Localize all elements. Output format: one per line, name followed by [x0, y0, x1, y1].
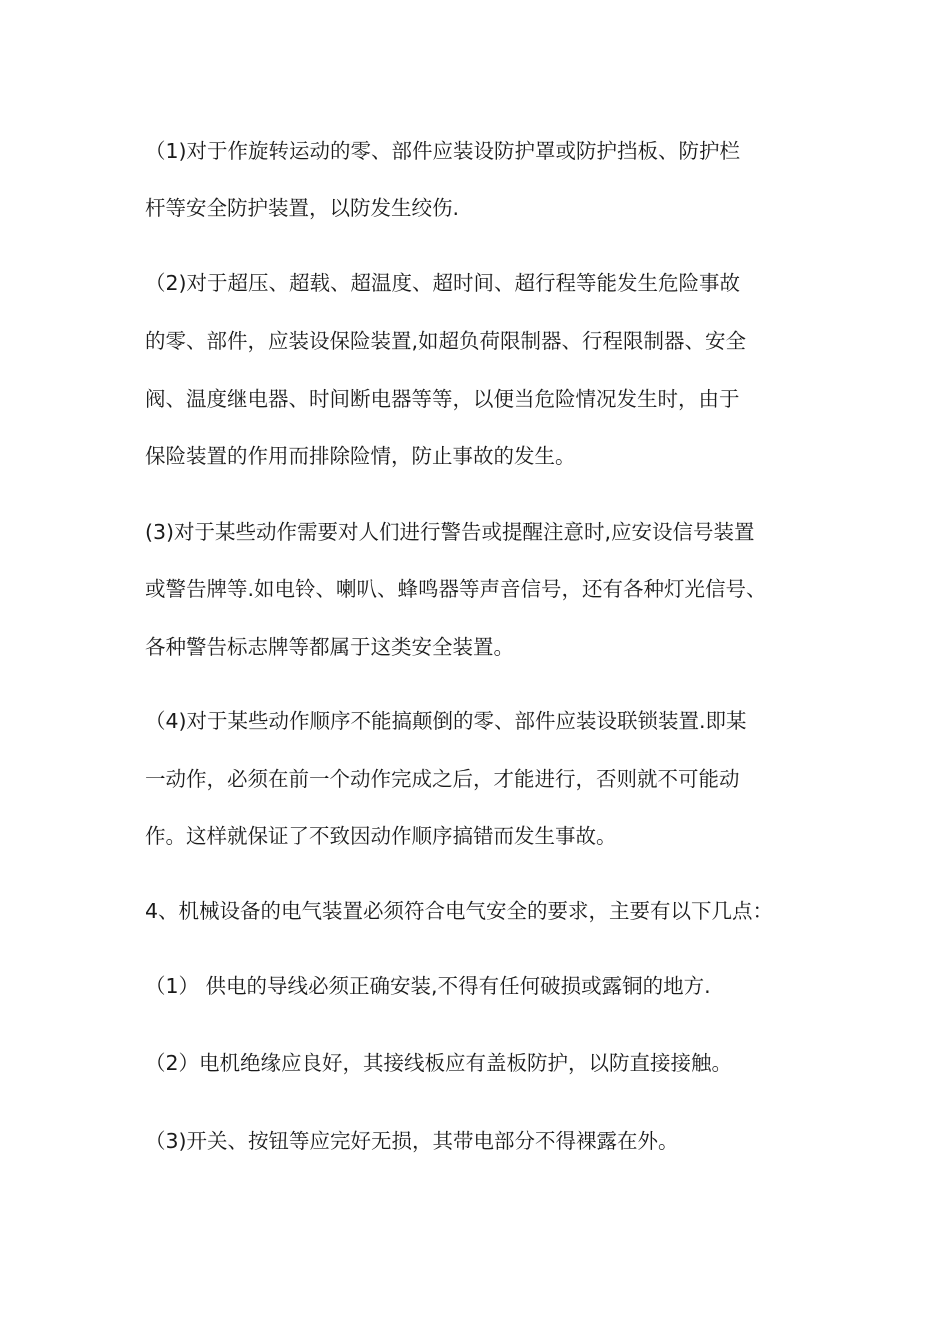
text-line: （1） 供电的导线必须正确安装,不得有任何破损或露铜的地方. [145, 974, 711, 998]
text-line: 一动作，必须在前一个动作完成之后，才能进行，否则就不可能动 [145, 767, 740, 791]
text-line: （4)对于某些动作顺序不能搞颠倒的零、部件应装设联锁装置.即某 [145, 709, 747, 733]
text-line: (3)对于某些动作需要对人们进行警告或提醒注意时,应安设信号装置 [145, 520, 755, 544]
text-line: 各种警告标志牌等都属于这类安全装置。 [145, 635, 514, 659]
text-line: （1)对于作旋转运动的零、部件应装设防护罩或防护挡板、防护栏 [145, 139, 741, 163]
text-line: （3)开关、按钮等应完好无损，其带电部分不得裸露在外。 [145, 1129, 679, 1153]
text-line: 或警告牌等.如电铃、喇叭、蜂鸣器等声音信号，还有各种灯光信号、 [145, 577, 767, 601]
text-line: 阀、温度继电器、时间断电器等等，以便当危险情况发生时，由于 [145, 387, 740, 411]
text-line: 保险装置的作用而排除险情，防止事故的发生。 [145, 444, 576, 468]
text-line: 4、机械设备的电气装置必须符合电气安全的要求，主要有以下几点： [145, 899, 774, 923]
text-line: 杆等安全防护装置，以防发生绞伤. [145, 196, 460, 220]
text-line: （2)对于超压、超载、超温度、超时间、超行程等能发生危险事故 [145, 271, 741, 295]
text-line: 作。这样就保证了不致因动作顺序搞错而发生事故。 [145, 824, 617, 848]
text-line: （2）电机绝缘应良好，其接线板应有盖板防护，以防直接接触。 [145, 1051, 733, 1075]
text-line: 的零、部件，应装设保险装置,如超负荷限制器、行程限制器、安全 [145, 329, 747, 353]
